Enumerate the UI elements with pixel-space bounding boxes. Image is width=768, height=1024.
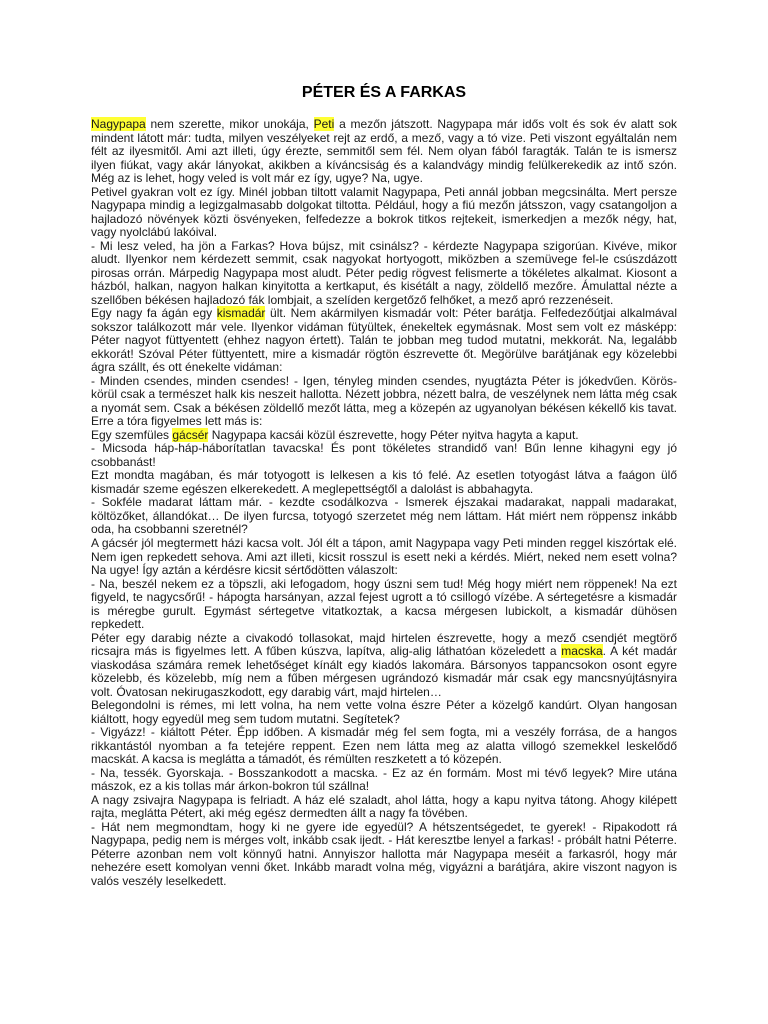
paragraph-text: - Na, beszél nekem ez a töpszli, aki lefogadom, hogy úszni sem tud! Még hogy miért nem röppenek! Na ezt figyeld, te nagycsőrű! - hápogta harsányan, azzal fejest ugrott a tó csillogó vízébe. A sértegetésre a kismadár is méregbe gurult. Egymást sértegetve vitatkoztak, a kacsa mérgesen lubickolt, a kismadár dühösen repkedett. (91, 576, 677, 632)
paragraph-text: - Hát nem megmondtam, hogy ki ne gyere ide egyedül? A hétszentségedet, te gyerek! - Ripakodott rá Nagypapa, pedig nem is mérges volt, inkább csak ijedt. - Hát keresztbe lenyel a farkas! - próbált hatni Péterre. Péterre azonban nem volt könnyű hatni. Annyiszor hallotta már Nagypapa meséit a farkasról, hogy már nehezére esett komolyan venni őket. Inkább maradt volna még, vigyázni a barátjára, akire viszont nagyon is valós veszély leselkedett. (91, 819, 677, 888)
paragraph-text: A gácsér jól megtermett házi kacsa volt. Jól élt a tápon, amit Nagypapa vagy Peti minden reggel kiszórtak elé. Nem igen repkedett sehova. Ami azt illeti, kicsit rosszul is esett neki a kérdés. Miért, neked nem esett volna? Na ugye! Így aztán a kérdésre kicsit sértődötten válaszolt: (91, 535, 677, 578)
paragraph (91, 632, 677, 700)
paragraph-text: Belegondolni is rémes, mi lett volna, ha nem vette volna észre Péter a közelgő kandúrt. Olyan hangosan kiáltott, hogy egyedül meg sem tudom mutatni. Segítetek? (91, 698, 677, 726)
paragraph (91, 578, 677, 632)
highlighted-word: Nagypapa (91, 117, 146, 131)
paragraph (91, 726, 677, 767)
paragraph-text: Ezt mondta magában, és már totyogott is lelkesen a kis tó felé. Az esetlen totyogást látva a faágon ülő kismadár szeme egészen elkerekedett. A meglepettségtől a dalolást is abbahagyta. (91, 468, 677, 496)
paragraph-text: - Minden csendes, minden csendes! - Igen, tényleg minden csendes, nyugtázta Péter is jókedvűen. Körös-körül csak a természet halk kis neszeit hallotta. Nézett jobbra, nézett balra, de veszélynek nem látta még csak a nyomát sem. Csak a békésen zöldellő mezőt látta, meg a közepén az ugyanolyan békésen kékellő kis tavat. Erre a tóra figyelmes lett más is: (91, 373, 677, 429)
paragraph-text: - Sokféle madarat láttam már. - kezdte csodálkozva - Ismerek éjszakai madarakat, nappali madarakat, költözőket, állandókat… De ilyen furcsa, totyogó szerzetet még nem láttam. Hát miért nem röppensz inkább oda, ha csobbanni szeretnél? (91, 495, 677, 537)
page-title: PÉTER ÉS A FARKAS (301, 84, 467, 101)
paragraph (91, 794, 677, 821)
paragraph-text: - Mi lesz veled, ha jön a Farkas? Hova bújsz, mit csinálsz? - kérdezte Nagypapa szigorúan. Kivéve, mikor aludt. Ilyenkor nem kérdezett semmit, csak nagyokat hortyogott, miközben a szemüvege fel-le csúszdázott pirosas orrán. Márpedig Nagypapa most aludt. Péter pedig rögvest felismerte a tökéletes alkalmat. Kiosont a házból, halkan, nagyon halkan kinyitotta a kertkaput, és kisétált a nagy, zöldellő mezőre. Ámulattal nézte a szellőben békésen hajladozó fák lombjait, a szelíden kergetőző felhőket, a mező apró rezzenéseit. (91, 238, 677, 307)
paragraph-text: - Na, tessék. Gyorskaja. - Bosszankodott a macska. - Ez az én formám. Most mi tévő legyek? Mire utána mászok, ez a kis tollas már árkon-bokron túl szállna! (91, 765, 677, 794)
paragraph (91, 307, 677, 375)
paragraph (91, 821, 677, 889)
paragraph-text: Petivel gyakran volt ez így. Minél jobban tiltott valamit Nagypapa, Peti annál jobban megcsinálta. Mert persze Nagypapa mindig a legizgalmasabb dolgokat tiltotta. Például, hogy a fiú mezőn játsszon, vagy csatangoljon a hajladozó növények közti ösvényeken, felfedezze a bokrok titkos rejtekeit, ismerkedjen a mezők négy, hat, vagy nyolclábú lakóival. (91, 184, 677, 240)
paragraph (91, 186, 677, 240)
paragraph-text: - Micsoda háp-háp-háborítatlan tavacska! És pont tökéletes strandidő van! Bűn lenne kihagyni egy jó csobbanást! (91, 441, 677, 469)
paragraph-text: - Vigyázz! - kiáltott Péter. Épp időben. A kismadár még fel sem fogta, mi a veszély forrása, de a hangos rikkantástól nyomban a fa tetejére reppent. Ezen nem látta meg az alatta villogó szemekkel leskelődő macskát. A kacsa is meglátta a támadót, és rémülten reszketett a tó közepén. (91, 725, 677, 767)
story-body (91, 118, 677, 888)
paragraph (91, 240, 677, 308)
highlighted-word: macska (561, 644, 603, 659)
highlighted-word: Peti (313, 117, 335, 131)
paragraph-text: a mezőn játszott. Nagypapa már idős volt és sok év alatt sok mindent látott már: tudta, milyen veszélyeket rejt az erdő, a mező, vagy a tó vize. Peti viszont egyáltalán nem félt az ilyesmitől. Ami azt illeti, úgy érezte, semmitől sem fél. Nem olyan fából faragták. Talán te is ismersz ilyen fiúkat, vagy akár lányokat, akikben a kíváncsiság és a kalandvágy mindig felülkerekedik az intő szón. Még az is lehet, hogy veled is volt már ez így, ugye? Na, ugye. (91, 117, 677, 186)
paragraph (91, 469, 677, 496)
paragraph (91, 442, 677, 469)
paragraph-text: Péter egy darabig nézte a civakodó tollasokat, majd hirtelen észrevette, hogy a mező csendjét megtörő ricsajra más is figyelmes lett. A fűben kúszva, lapítva, alig-alig láthatóan közeledett a (91, 630, 677, 659)
paragraph (91, 537, 677, 578)
paragraph-text: Egy szemfüles (91, 427, 173, 442)
highlighted-word: gácsér (172, 427, 209, 442)
paragraph-text: . A két madár viaskodása számára remek lehetőséget kínált egy kiadós lakomára. Bársonyos tappancsokon osont egyre közelebb, és közelebb, míg nem a fűben mérgesen ugrándozó kismadár már csak egy mancsnyújtásnyira volt. Óvatosan nekirugaszkodott, egy darabig várt, majd hirtelen… (91, 644, 677, 699)
paragraph-text: Egy nagy fa ágán egy (91, 306, 217, 321)
paragraph (91, 767, 677, 794)
paragraph-text: Nagypapa kacsái közül észrevette, hogy Péter nyitva hagyta a kaput. (208, 427, 579, 442)
paragraph (91, 118, 677, 186)
highlighted-word: kismadár (216, 306, 266, 321)
paragraph (91, 375, 677, 429)
paragraph-text: ült. Nem akármilyen kismadár volt: Péter barátja. Felfedezőútjai alkalmával sokszor találkozott már vele. Ilyenkor vidáman fütyültek, énekeltek egymásnak. Most sem volt ez másképp: Péter nagyot füttyentett (ehhez nagyon értett). Talán te jobban meg tudod mutatni, mekkorát. Na, legalább ekkorát! Szóval Péter füttyentett, mire a kismadár rögtön észrevette őt. Megörülve barátjának egy közelebbi ágra szállt, és ott énekelte vidáman: (91, 306, 677, 375)
paragraph-text: nem szerette, mikor unokája, (145, 117, 314, 131)
paragraph (91, 699, 677, 726)
paragraph-text: A nagy zsivajra Nagypapa is felriadt. A ház elé szaladt, ahol látta, hogy a kapu nyitva tátong. Ahogy kilépett rajta, meglátta Pétert, aki még egész dermedten állt a nagy fa tövében. (91, 792, 677, 821)
paragraph (91, 496, 677, 537)
